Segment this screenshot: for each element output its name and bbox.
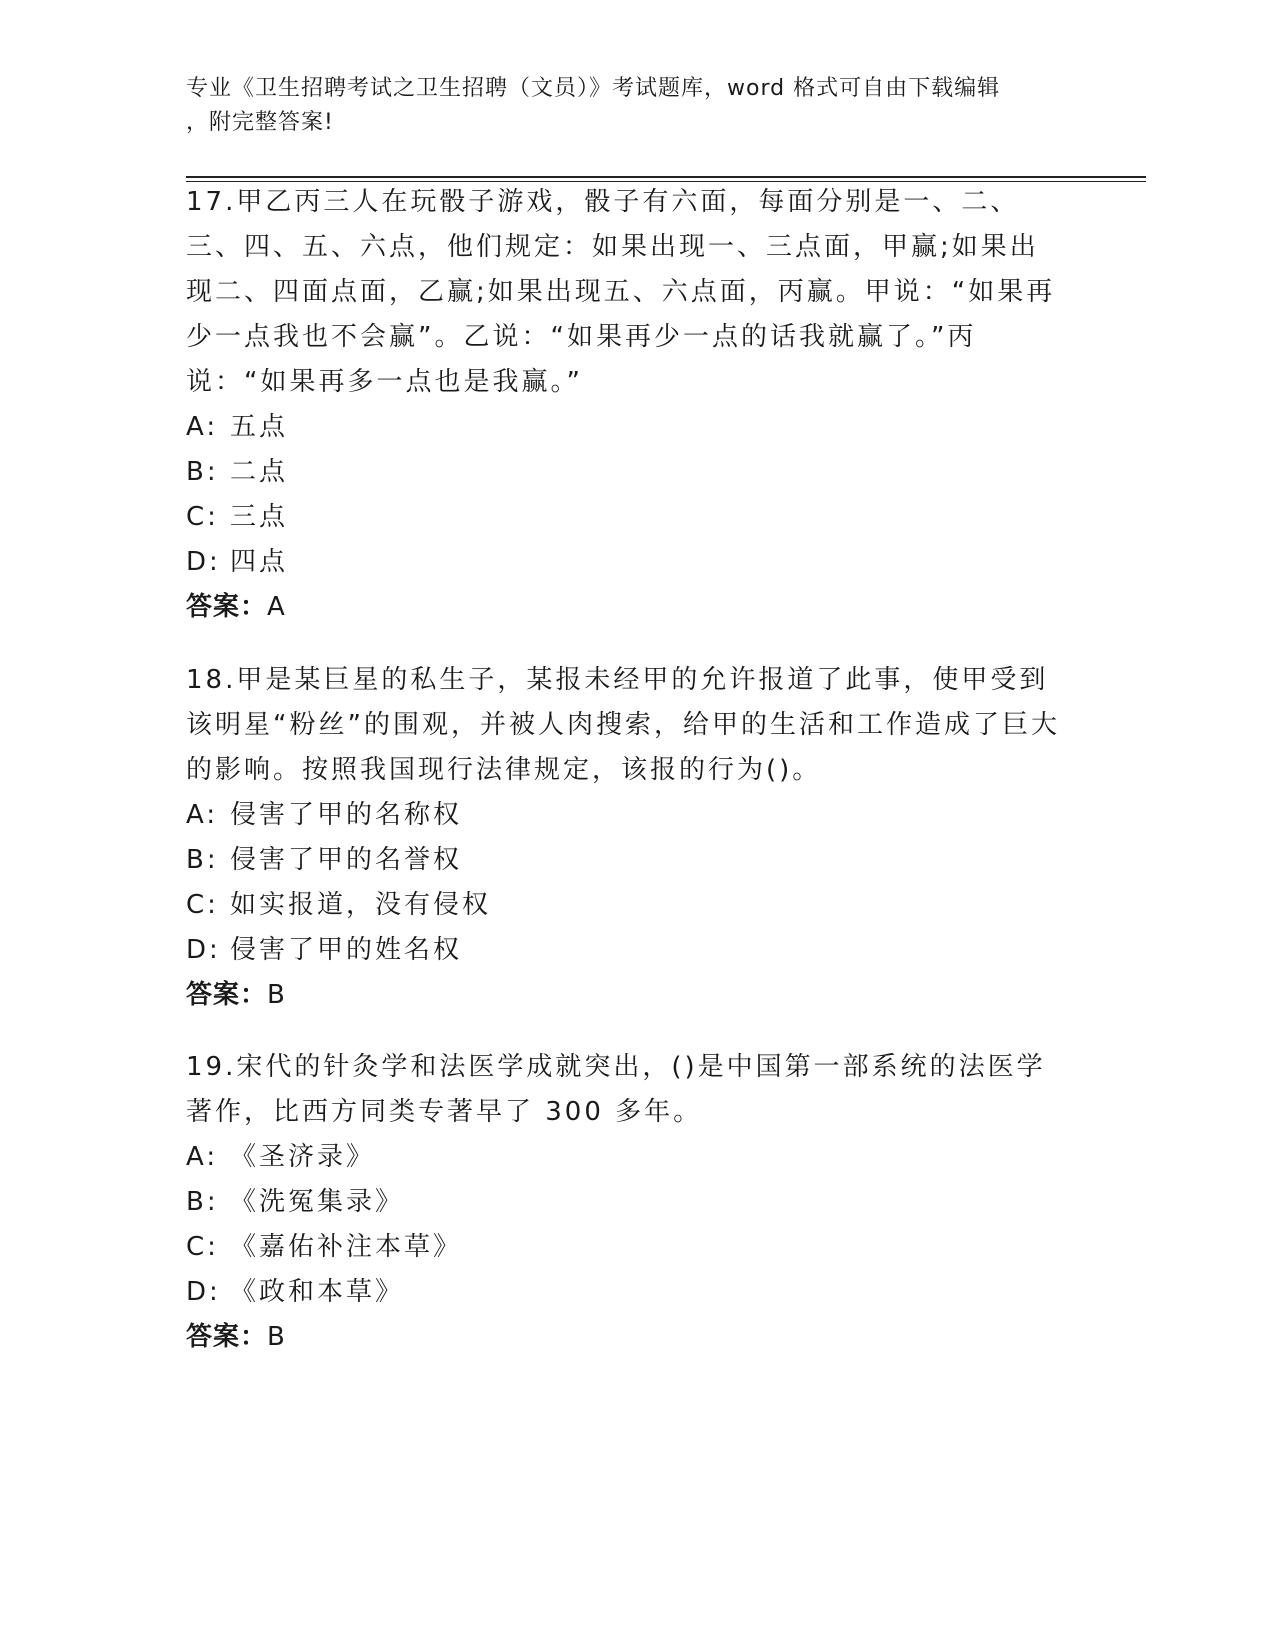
option-b (186, 838, 1066, 883)
option-c (186, 883, 1066, 928)
option-key: A: (186, 800, 219, 830)
answer-label: 答案： (186, 592, 268, 622)
option-key: D: (186, 547, 221, 577)
question-18 (186, 658, 1066, 1018)
option-key: C: (186, 890, 219, 920)
option-key: B: (186, 845, 219, 875)
option-text: 侵害了甲的姓名权 (230, 935, 463, 965)
answer-line (186, 973, 1066, 1018)
option-key: D: (186, 935, 221, 965)
option-key: B: (186, 457, 219, 487)
option-d (186, 928, 1066, 973)
question-stem: 18.甲是某巨星的私生子，某报未经甲的允许报道了此事，使甲受到该明星“粉丝”的围观，并被人肉搜索，给甲的生活和工作造成了巨大的影响。按照我国现行法律规定，该报的行为()。 (186, 665, 1060, 785)
option-key: C: (186, 502, 219, 532)
header-rule-thick (186, 176, 1146, 178)
answer-value: B (267, 1322, 286, 1352)
answer-value: A (267, 592, 286, 622)
option-text: 五点 (230, 412, 289, 442)
header-line-2: ，附完整答案! (186, 110, 334, 135)
option-text: 《圣济录》 (230, 1142, 376, 1172)
option-c (186, 495, 1066, 540)
page-header (186, 72, 1066, 140)
option-b (186, 1180, 1066, 1225)
question-stem: 17.甲乙丙三人在玩骰子游戏，骰子有六面，每面分别是一、二、三、四、五、六点，他们规定：如果出现一、三点面，甲赢;如果出现二、四面点面，乙赢;如果出现五、六点面，丙赢。甲说：“如果再少一点我也不会赢”。乙说：“如果再少一点的话我就赢了。”丙说：“如果再多一点也是我赢。” (186, 187, 1056, 397)
option-text: 侵害了甲的名称权 (230, 800, 463, 830)
question-stem: 19.宋代的针灸学和法医学成就突出，()是中国第一部系统的法医学著作，比西方同类专著早了 300 多年。 (186, 1052, 1046, 1127)
option-c (186, 1225, 1066, 1270)
option-key: A: (186, 1142, 219, 1172)
option-text: 《嘉佑补注本草》 (230, 1232, 463, 1262)
option-text: 侵害了甲的名誉权 (230, 845, 463, 875)
answer-value: B (267, 980, 286, 1010)
option-text: 四点 (230, 547, 289, 577)
answer-label: 答案： (186, 980, 268, 1010)
option-key: A: (186, 412, 219, 442)
option-text: 如实报道，没有侵权 (230, 890, 492, 920)
option-text: 《洗冤集录》 (230, 1187, 405, 1217)
option-a (186, 1135, 1066, 1180)
question-19 (186, 1045, 1066, 1360)
answer-line (186, 585, 1066, 630)
option-key: D: (186, 1277, 221, 1307)
answer-label: 答案： (186, 1322, 268, 1352)
option-d (186, 540, 1066, 585)
option-text: 三点 (230, 502, 289, 532)
option-a (186, 405, 1066, 450)
option-b (186, 450, 1066, 495)
option-text: 《政和本草》 (230, 1277, 405, 1307)
option-key: B: (186, 1187, 219, 1217)
option-key: C: (186, 1232, 219, 1262)
option-d (186, 1270, 1066, 1315)
header-line-1: 专业《卫生招聘考试之卫生招聘（文员）》考试题库，word 格式可自由下载编辑 (186, 76, 1001, 101)
option-a (186, 793, 1066, 838)
question-17 (186, 180, 1066, 630)
option-text: 二点 (230, 457, 289, 487)
answer-line (186, 1315, 1066, 1360)
